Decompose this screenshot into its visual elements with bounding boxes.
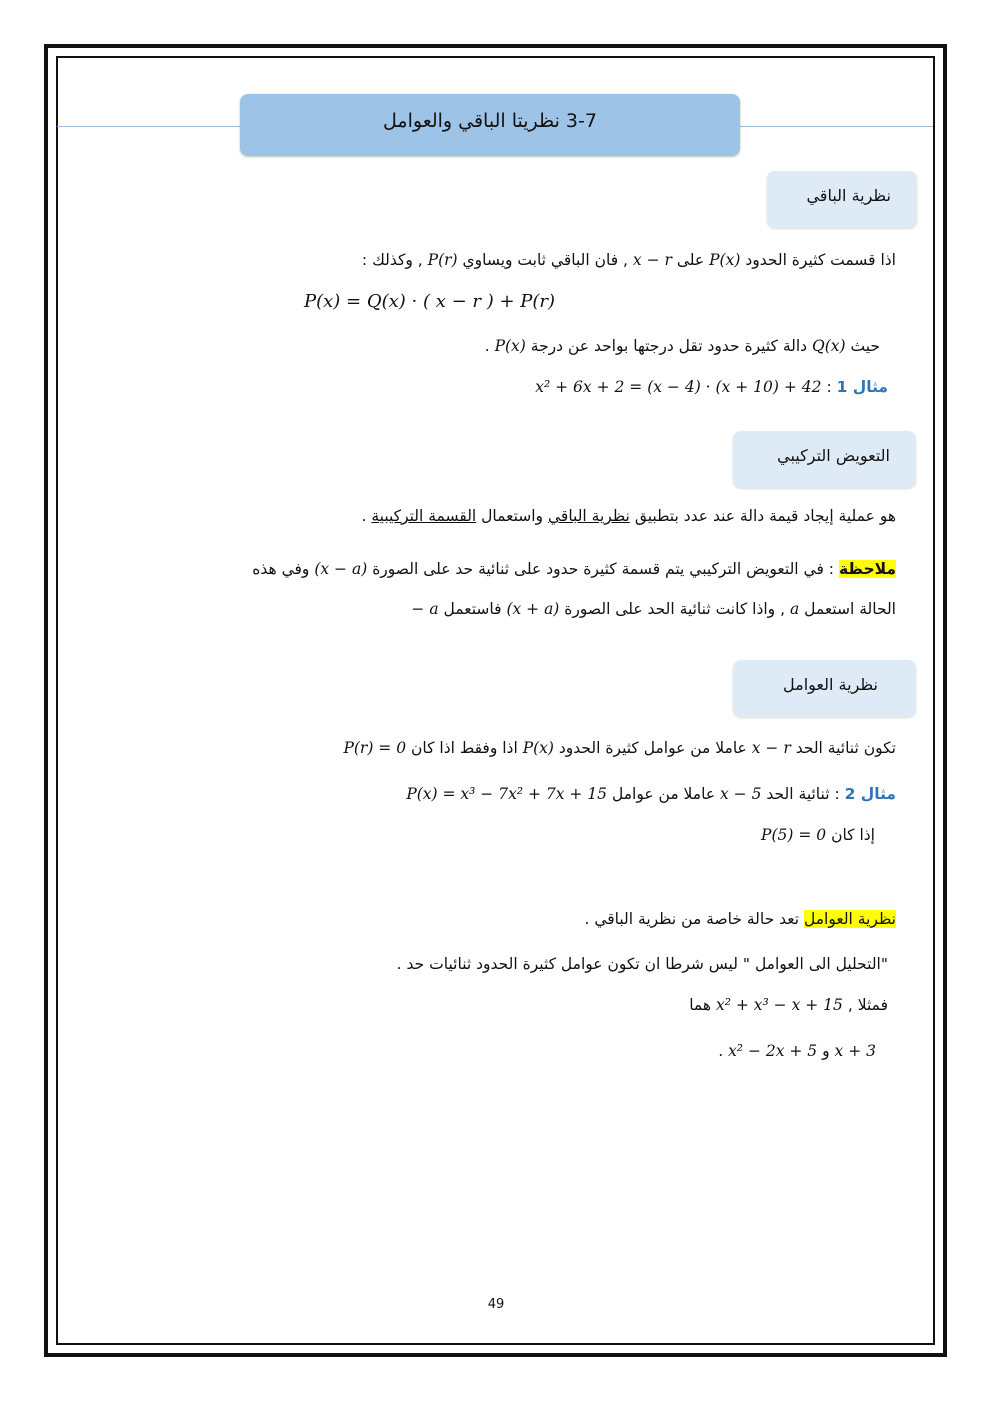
- example-1-label: مثال 1: [836, 378, 888, 396]
- page-number: 49: [487, 1297, 505, 1312]
- example-2: مثال 2 : ثنائية الحد x − 5 عاملا من عوامل P(x) = x³ − 7x² + 7x + 15: [406, 785, 896, 803]
- synthetic-note: ملاحظة : في التعويض التركيبي يتم قسمة كثيرة حدود على ثنائية حد على الصورة (x − a) وفي هذه: [252, 560, 896, 578]
- factor-line-1: تكون ثنائية الحد x − r عاملا من عوامل كثيرة الحدود P(x) اذا وفقط اذا كان P(r) = 0: [343, 739, 896, 757]
- highlighted-term: نظرية العوامل: [804, 910, 896, 928]
- section-title-remainder: نظرية الباقي: [806, 186, 891, 205]
- section-title-factor: نظرية العوامل: [783, 675, 878, 694]
- example-1: مثال 1 : x² + 6x + 2 = (x − 4) · (x + 10) + 42: [535, 378, 888, 396]
- example-2-label: مثال 2: [844, 785, 896, 803]
- section-header-factor: [733, 660, 916, 717]
- page-title: 3-7 نظريتا الباقي والعوامل: [383, 110, 597, 132]
- title-rule-right: [739, 126, 933, 127]
- factor-note-2: "التحليل الى العوامل " ليس شرطا ان تكون عوامل كثيرة الحدود ثنائيات حد .: [396, 955, 888, 973]
- remainder-line-3: حيث Q(x) دالة كثيرة حدود تقل درجتها بواحد عن درجة P(x) .: [484, 337, 880, 355]
- section-title-synthetic: التعويض التركيبي: [777, 446, 890, 465]
- section-header-remainder: [767, 171, 917, 228]
- example-2-equation: P(x) = x³ − 7x² + 7x + 15: [406, 785, 608, 803]
- title-rule-left: [57, 126, 241, 127]
- example-2-condition: إذا كان P(5) = 0: [761, 826, 875, 844]
- note-label: ملاحظة: [838, 560, 896, 578]
- factor-note-3: فمثلا , x² + x³ − x + 15 هما: [689, 996, 888, 1014]
- factor-note-4: x + 3 و x² − 2x + 5 .: [718, 1042, 876, 1060]
- title-banner: [240, 94, 740, 156]
- synthetic-line-3: الحالة استعمل a , واذا كانت ثنائية الحد على الصورة (x + a) فاستعمل − a: [411, 600, 896, 618]
- remainder-equation: P(x) = Q(x) · ( x − r ) + P(r): [304, 291, 556, 312]
- factor-note-1: نظرية العوامل تعد حالة خاصة من نظرية الباقي .: [584, 910, 896, 928]
- synthetic-line-1: هو عملية إيجاد قيمة دالة عند عدد بتطبيق نظرية الباقي واستعمال القسمة التركيبية .: [361, 507, 896, 525]
- remainder-line-1: اذا قسمت كثيرة الحدود P(x) على x − r , فان الباقي ثابت ويساوي P(r) , وكذلك :: [361, 251, 896, 269]
- example-1-equation: x² + 6x + 2 = (x − 4) · (x + 10) + 42: [535, 378, 822, 396]
- section-header-synthetic: [733, 431, 916, 488]
